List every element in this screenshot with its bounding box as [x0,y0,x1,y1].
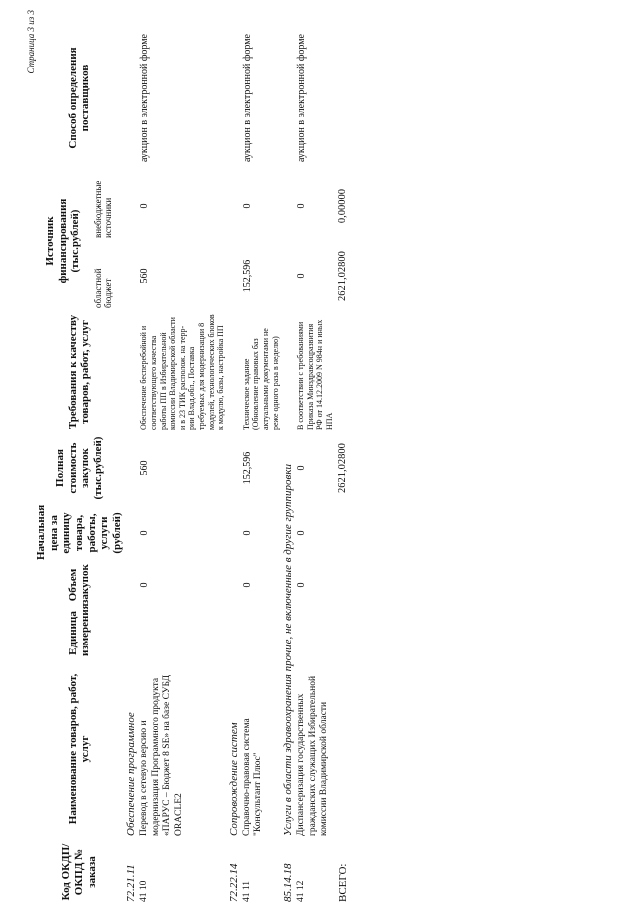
row-extra: 0 [296,203,308,209]
totals-spacer-end [336,25,350,171]
row-requirements: В соответствии с требованиями Приказа Минздравсоцразвития РФ от 14.12.2009 N 984н и иных НПА [296,319,334,430]
row-method: аукцион в электронной форме [241,34,253,162]
header-unit: Единица измерения [66,603,92,656]
row-price: 0 [139,530,151,536]
row-total: 152,596 [241,451,253,485]
header-funding: Источник финансирования (тыс.рублей) [44,198,82,284]
header-method: Способ определения поставщиков [66,47,92,149]
row-name: Справочно-правовая система "Консультант Плюс" [241,718,264,836]
section-row [124,25,138,905]
row-total: 560 [139,460,151,476]
section-code: 72.21.11 [125,864,138,902]
row-code: 41 11 [241,880,252,902]
row-requirements: Обеспечение бесперебойной и соответствующего качества работы ПП в Избирательной комиссии Владимирской области и в 23 ТИК располож. на терр-рии Влад.обл., Поставка требуемых для модернизации 8 модулей, технологических блоков к модулю, базы, настройка ПП [139,314,226,430]
header-code: Код ОКДП/ ОКПД № заказа [60,843,98,901]
header-name: Наименование товаров, работ, услуг [66,673,92,825]
totals-extra: 0,00000 [336,188,348,224]
row-volume: 0 [241,582,253,588]
row-unit [295,607,335,659]
header-requirements: Требования к качеству товаров, работ, услуг [66,314,92,430]
section-title: Услуги в области здравоохранения прочие, не включенные в другие группировки [282,464,295,836]
procurement-table [34,25,350,905]
totals-total: 2621,02800 [336,443,348,493]
totals-row [336,25,350,905]
totals-spacer [336,311,350,433]
section-row [281,25,295,905]
section-row [227,25,241,905]
row-method: аукцион в электронной форме [296,34,308,162]
row-method: аукцион в электронной форме [139,34,151,162]
table-row [295,25,335,905]
page-number-label: Страница 3 из 3 [26,10,36,74]
row-price: 0 [296,530,308,536]
section-title: Сопровождение систем [227,722,240,836]
section-code: 72.22.14 [227,863,240,902]
row-regional: 152,596 [241,259,253,293]
row-requirements: Техническое задание (Обновление правовых баз актуальными документами не реже одного раза в неделю) [241,328,280,430]
totals-regional: 2621,02800 [336,251,348,301]
row-extra: 0 [139,203,151,209]
row-name: Диспансеризация государственных гражданских служащих Избирательной комиссии Владимирской области [296,675,329,836]
row-volume: 0 [139,582,151,588]
section-code: 85.14.18 [282,863,295,902]
row-extra: 0 [241,203,253,209]
row-regional: 560 [139,268,151,284]
row-name: Перевод в сетевую версию и модернизация Программного продукта «ПАРУС – Бюджет 8 SE» на базе СУБД ORACLE2 [139,674,184,836]
header-total: Полная стоимость закупок (тыс.рублей) [53,436,104,500]
header-price: Начальная цена за единицу товара, работы, услуги (рублей) [35,504,123,560]
row-unit [241,607,281,659]
header-volume: Объем закупок [66,564,92,604]
row-regional: 0 [296,273,308,279]
row-price: 0 [241,530,253,536]
table-row [138,25,226,905]
header-funding-regional: областной бюджет [93,268,114,308]
row-total: 0 [296,465,308,471]
row-volume: 0 [296,582,308,588]
table-row [241,25,281,905]
row-unit [138,607,226,659]
header-funding-extra: внебюджетные источники [93,180,114,238]
header-row [34,25,92,905]
totals-label: ВСЕГО: [336,863,349,902]
row-code: 41 10 [139,880,150,902]
row-code: 41 12 [296,880,307,902]
section-title: Обеспечение программное [125,712,138,836]
